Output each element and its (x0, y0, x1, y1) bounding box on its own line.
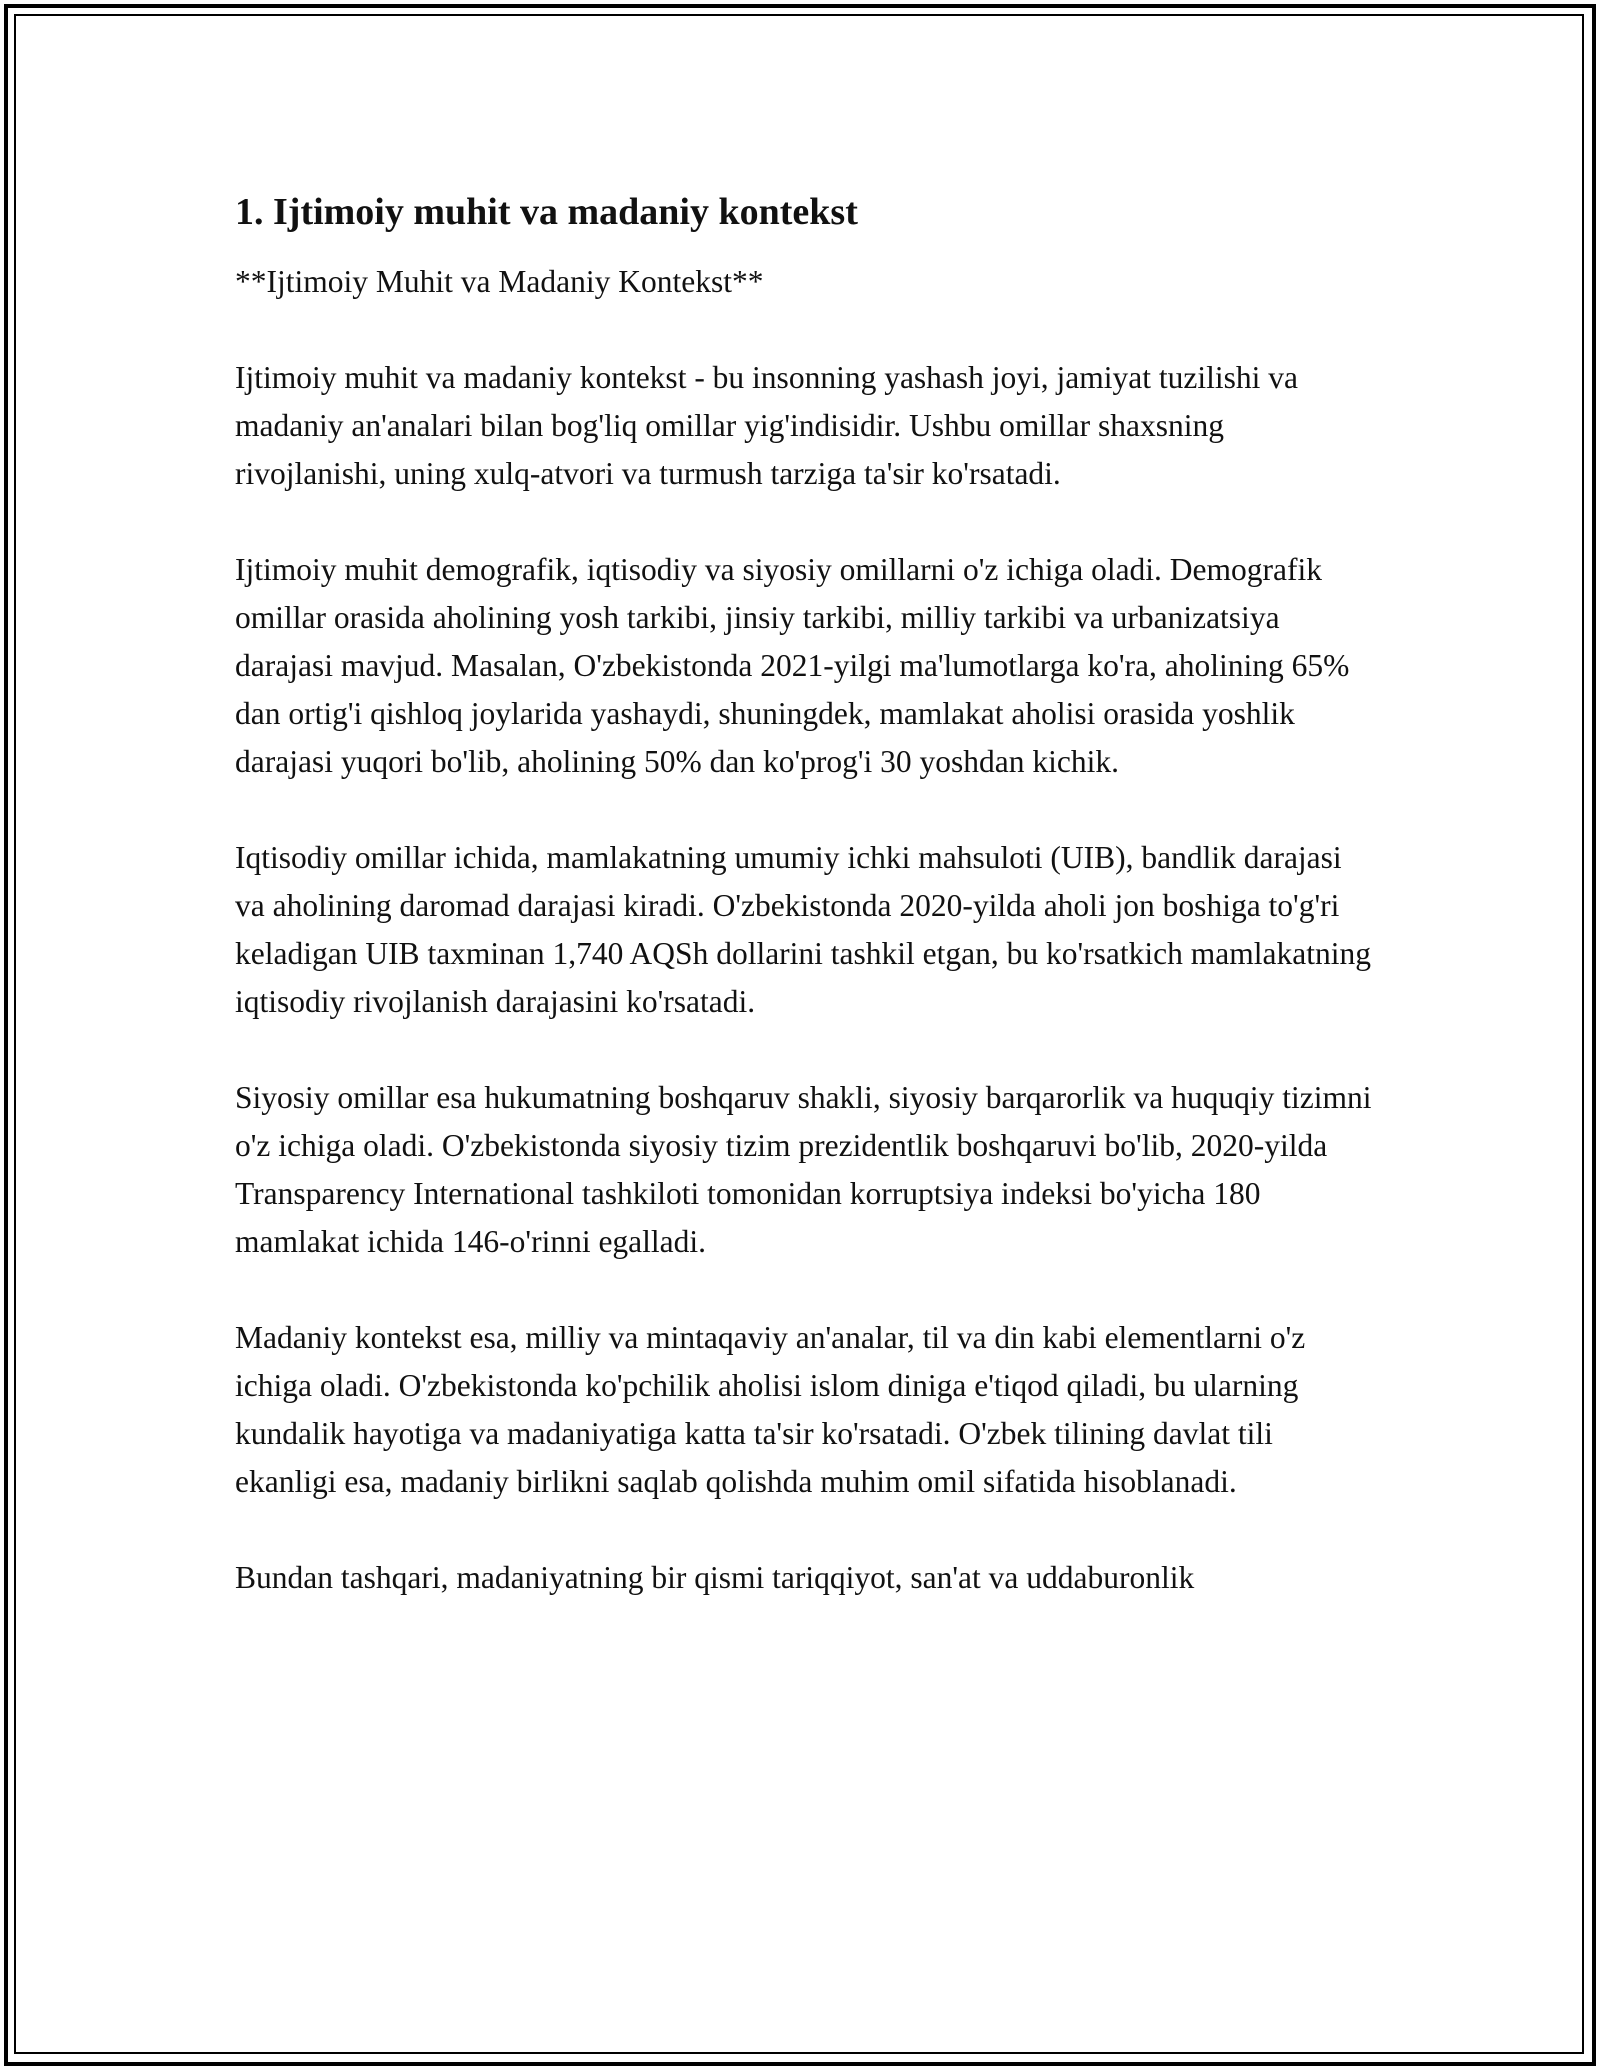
paragraph-3: Iqtisodiy omillar ichida, mamlakatning umumiy ichki mahsuloti (UIB), bandlik darajasi va aholining daromad darajasi kiradi. O'zbekistonda 2020-yilda aholi jon boshiga to'g'ri keladigan UIB taxminan 1,740 AQSh dollarini tashkil etgan, bu ko'rsatkich mamlakatning iqtisodiy rivojlanish darajasini ko'rsatadi. (235, 840, 1371, 1019)
section-heading: 1. Ijtimoiy muhit va madaniy kontekst (235, 191, 858, 233)
paragraph-5: Madaniy kontekst esa, milliy va mintaqaviy an'analar, til va din kabi elementlarni o'z ichiga oladi. O'zbekistonda ko'pchilik aholisi islom diniga e'tiqod qiladi, bu ularning kundalik hayotiga va madaniyatiga katta ta'sir ko'rsatadi. O'zbek tilining davlat tili ekanligi esa, madaniy birlikni saqlab qolishda muhim omil sifatida hisoblanadi. (235, 1320, 1306, 1499)
paragraph-6: Bundan tashqari, madaniyatning bir qismi tariqqiyot, san'at va uddaburonlik (235, 1560, 1195, 1595)
section-subheading: **Ijtimoiy Muhit va Madaniy Kontekst** (235, 264, 764, 299)
paragraph-4: Siyosiy omillar esa hukumatning boshqaruv shakli, siyosiy barqarorlik va huquqiy tizimni o'z ichiga oladi. O'zbekistonda siyosiy tizim prezidentlik boshqaruvi bo'lib, 2020-yilda Transparency International tashkiloti tomonidan korruptsiya indeksi bo'yicha 180 mamlakat ichida 146-o'rinni egalladi. (235, 1080, 1372, 1259)
paragraph-1: Ijtimoiy muhit va madaniy kontekst - bu insonning yashash joyi, jamiyat tuzilishi va madaniy an'analari bilan bog'liq omillar yig'indisidir. Ushbu omillar shaxsning rivojlanishi, uning xulq-atvori va turmush tarziga ta'sir ko'rsatadi. (235, 360, 1299, 491)
document-body (235, 186, 1375, 1650)
paragraph-2: Ijtimoiy muhit demografik, iqtisodiy va siyosiy omillarni o'z ichiga oladi. Demografik omillar orasida aholining yosh tarkibi, jinsiy tarkibi, milliy tarkibi va urbanizatsiya darajasi mavjud. Masalan, O'zbekistonda 2021-yilgi ma'lumotlarga ko'ra, aholining 65% dan ortig'i qishloq joylarida yashaydi, shuningdek, mamlakat aholisi orasida yoshlik darajasi yuqori bo'lib, aholining 50% dan ko'prog'i 30 yoshdan kichik. (235, 552, 1350, 779)
